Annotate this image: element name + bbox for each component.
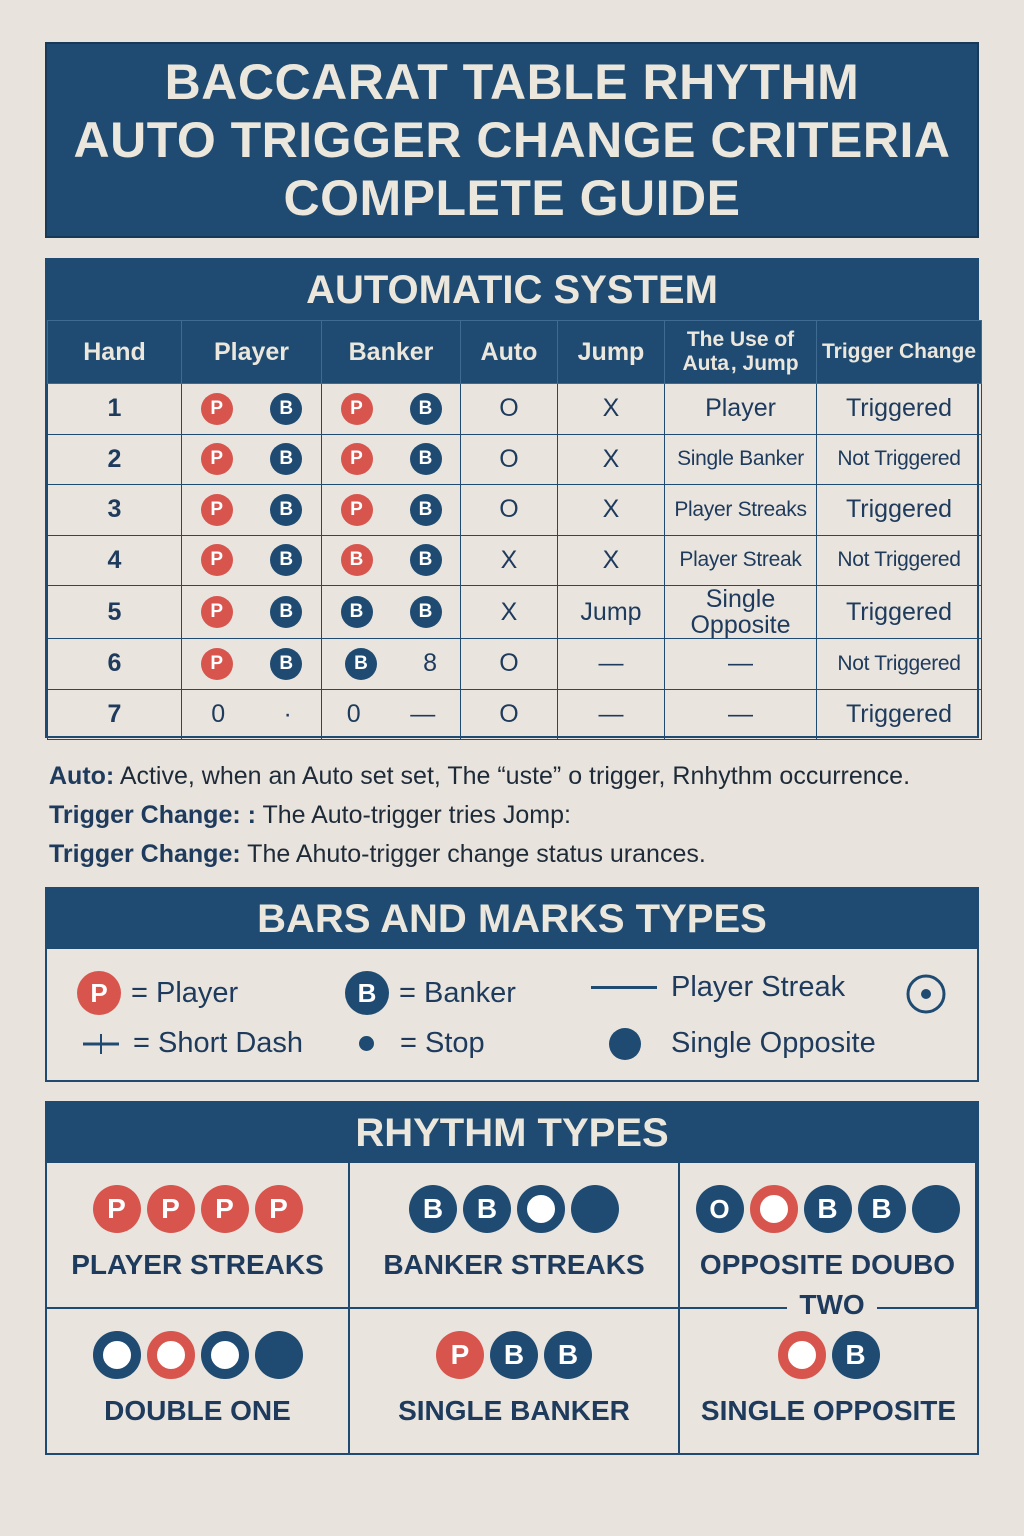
banker-coin: B	[410, 544, 442, 576]
solid-circle-icon	[255, 1331, 303, 1379]
table-row	[48, 586, 982, 639]
col-header-jump: Jump	[558, 321, 665, 384]
auto-cell: O	[461, 689, 558, 740]
rhythm-label: PLAYER STREAKS	[71, 1249, 324, 1280]
trigger-cell: Triggered	[817, 384, 982, 435]
rhythm-coins	[93, 1185, 303, 1233]
player-mark: 0	[211, 699, 226, 728]
trigger-cell: Triggered	[817, 586, 982, 639]
banker-cell	[322, 535, 461, 586]
banker-coin: B	[270, 596, 302, 628]
table-row	[48, 535, 982, 586]
banker-cell	[322, 689, 461, 740]
table-row	[48, 485, 982, 536]
banker-coin: B	[270, 443, 302, 475]
single-opposite-icon	[609, 1028, 641, 1060]
trigger-cell: Triggered	[817, 485, 982, 536]
auto-cell: O	[461, 384, 558, 435]
rhythm-types-heading: RHYTHM TYPES	[47, 1103, 977, 1163]
banker-coin: B	[341, 596, 373, 628]
trigger-cell: Not Triggered	[817, 639, 982, 690]
banker-cell	[322, 485, 461, 536]
automatic-system-section	[45, 258, 979, 738]
player-coin: P	[93, 1185, 141, 1233]
legend-streak-label: Player Streak	[671, 971, 846, 1003]
rhythm-coins	[778, 1331, 880, 1379]
short-dash-icon	[81, 1029, 121, 1059]
table-row	[48, 384, 982, 435]
banker-coin: B	[410, 494, 442, 526]
player-coin: P	[201, 544, 233, 576]
auto-cell: X	[461, 535, 558, 586]
player-coin: P	[341, 393, 373, 425]
player-coin: P	[341, 494, 373, 526]
hand-cell: 3	[48, 485, 182, 536]
rhythm-coins	[409, 1185, 619, 1233]
banker-coin: B	[490, 1331, 538, 1379]
rhythm-double-one	[47, 1309, 350, 1455]
table-row	[48, 434, 982, 485]
use-cell: Single Opposite	[665, 586, 817, 639]
rhythm-coins	[696, 1185, 960, 1233]
note-line	[49, 757, 989, 796]
player-mark: ·	[283, 699, 292, 728]
col-header-auto: Auto	[461, 321, 558, 384]
use-cell: Single Banker	[665, 434, 817, 485]
open-circle-icon	[201, 1331, 249, 1379]
player-coin: P	[201, 596, 233, 628]
trigger-cell: Not Triggered	[817, 434, 982, 485]
hand-cell: 2	[48, 434, 182, 485]
automatic-system-table	[47, 320, 982, 740]
player-cell	[182, 535, 322, 586]
legend-dash	[81, 1027, 303, 1060]
legend-single	[609, 1027, 876, 1060]
player-coin: P	[201, 443, 233, 475]
banker-coin: B	[345, 648, 377, 680]
auto-cell: O	[461, 485, 558, 536]
use-cell: —	[665, 639, 817, 690]
trigger-cell: Triggered	[817, 689, 982, 740]
banker-coin: B	[270, 494, 302, 526]
table-row	[48, 689, 982, 740]
player-coin-icon: P	[77, 971, 121, 1015]
banker-coin: B	[410, 596, 442, 628]
title-line-2: AUTO TRIGGER CHANGE CRITERIA	[73, 112, 951, 168]
player-coin: P	[201, 393, 233, 425]
legend-player	[77, 971, 238, 1015]
banker-cell	[322, 384, 461, 435]
legend-stop-label: = Stop	[400, 1027, 485, 1059]
banker-coin: O	[696, 1185, 744, 1233]
bars-marks-section	[45, 887, 979, 1082]
rhythm-coins	[93, 1331, 303, 1379]
open-circle-icon	[750, 1185, 798, 1233]
player-coin: P	[147, 1185, 195, 1233]
rhythm-banker-streaks	[350, 1163, 680, 1309]
hand-cell: 4	[48, 535, 182, 586]
col-header-use-of-auto-jump: The Use of Auta , Jump	[665, 321, 817, 384]
use-cell: Player	[665, 384, 817, 435]
stop-dot-icon	[359, 1036, 374, 1051]
rhythm-player-streaks	[47, 1163, 350, 1309]
hand-cell: 1	[48, 384, 182, 435]
jump-cell: X	[558, 485, 665, 536]
rhythm-label: OPPOSITE DOUBO	[699, 1249, 956, 1280]
rhythm-single-banker	[350, 1309, 680, 1455]
legend-banker	[345, 971, 516, 1015]
rhythm-coins	[436, 1331, 592, 1379]
use-cell: Player Streaks	[665, 485, 817, 536]
target-circle-icon	[905, 973, 947, 1015]
note-line	[49, 835, 989, 874]
open-circle-icon	[93, 1331, 141, 1379]
player-coin: P	[201, 494, 233, 526]
use-cell: —	[665, 689, 817, 740]
jump-cell: —	[558, 689, 665, 740]
player-coin: B	[341, 544, 373, 576]
hand-cell: 7	[48, 689, 182, 740]
player-cell	[182, 639, 322, 690]
table-row	[48, 639, 982, 690]
player-coin: P	[436, 1331, 484, 1379]
automatic-system-heading: AUTOMATIC SYSTEM	[47, 260, 977, 320]
player-cell	[182, 485, 322, 536]
player-coin: P	[341, 443, 373, 475]
banker-coin: B	[544, 1331, 592, 1379]
player-cell	[182, 586, 322, 639]
banker-mark: —	[410, 699, 436, 728]
player-cell	[182, 434, 322, 485]
note-text: Active, when an Auto set set, The “uste” o trigger, Rnhythm occurrence.	[114, 762, 911, 790]
banker-cell	[322, 586, 461, 639]
open-circle-icon	[517, 1185, 565, 1233]
rhythm-label: BANKER STREAKS	[383, 1249, 645, 1280]
banker-coin: B	[270, 544, 302, 576]
banker-cell	[322, 434, 461, 485]
note-label: Trigger Change:	[49, 840, 241, 868]
note-text: The Ahuto-trigger change status urances.	[240, 840, 706, 868]
col-header-banker: Banker	[322, 321, 461, 384]
col-header-player: Player	[182, 321, 322, 384]
open-circle-icon	[778, 1331, 826, 1379]
banker-coin: B	[410, 393, 442, 425]
solid-circle-icon	[912, 1185, 960, 1233]
trigger-cell: Not Triggered	[817, 535, 982, 586]
banker-coin: B	[410, 443, 442, 475]
auto-cell: O	[461, 434, 558, 485]
notes-block	[49, 757, 989, 874]
rhythm-opposite-double-two	[680, 1163, 977, 1309]
col-header-trigger-change: Trigger Change	[817, 321, 982, 384]
hand-cell: 6	[48, 639, 182, 690]
rhythm-types-section	[45, 1101, 979, 1455]
jump-cell: —	[558, 639, 665, 690]
banker-mark: 8	[423, 649, 437, 678]
banker-mark: 0	[346, 699, 361, 728]
banker-coin: B	[409, 1185, 457, 1233]
rhythm-label: SINGLE OPPOSITE	[700, 1395, 957, 1426]
banker-coin: B	[270, 393, 302, 425]
rhythm-single-opposite	[680, 1309, 977, 1455]
legend-stop	[359, 1027, 485, 1060]
note-label: Trigger Change: :	[49, 801, 256, 829]
banker-coin: B	[832, 1331, 880, 1379]
player-coin: P	[255, 1185, 303, 1233]
rhythm-label: SINGLE BANKER	[398, 1395, 630, 1426]
banker-coin: B	[858, 1185, 906, 1233]
banker-coin: B	[463, 1185, 511, 1233]
banker-coin: B	[270, 648, 302, 680]
hand-cell: 5	[48, 586, 182, 639]
legend-target	[905, 973, 947, 1015]
legend-single-label: Single Opposite	[671, 1027, 876, 1059]
note-text: The Auto-trigger tries Jomp:	[255, 801, 571, 829]
jump-cell: X	[558, 384, 665, 435]
legend-streak	[591, 971, 845, 1004]
banker-cell	[322, 639, 461, 690]
legend-player-label: = Player	[131, 976, 239, 1009]
jump-cell: X	[558, 535, 665, 586]
player-cell	[182, 689, 322, 740]
title-banner	[45, 42, 979, 238]
title-line-3: COMPLETE GUIDE	[283, 170, 741, 226]
bars-marks-heading: BARS AND MARKS TYPES	[47, 889, 977, 949]
auto-cell: O	[461, 639, 558, 690]
player-coin: P	[201, 648, 233, 680]
player-coin: P	[201, 1185, 249, 1233]
legend-banker-label: = Banker	[399, 976, 516, 1009]
table-header-row	[48, 321, 982, 384]
use-cell: Player Streak	[665, 535, 817, 586]
rhythm-label-continued: TWO	[787, 1289, 877, 1321]
jump-cell: Jump	[558, 586, 665, 639]
solid-circle-icon	[571, 1185, 619, 1233]
open-circle-icon	[147, 1331, 195, 1379]
legend-dash-label: = Short Dash	[133, 1027, 304, 1059]
banker-coin-icon: B	[345, 971, 389, 1015]
streak-line-icon	[591, 986, 657, 989]
col-header-hand: Hand	[48, 321, 182, 384]
title-line-1: BACCARAT TABLE RHYTHM	[164, 54, 860, 110]
rhythm-label: DOUBLE ONE	[104, 1395, 291, 1426]
auto-cell: X	[461, 586, 558, 639]
jump-cell: X	[558, 434, 665, 485]
banker-coin: B	[804, 1185, 852, 1233]
player-cell	[182, 384, 322, 435]
note-label: Auto:	[49, 762, 115, 790]
note-line	[49, 796, 989, 835]
